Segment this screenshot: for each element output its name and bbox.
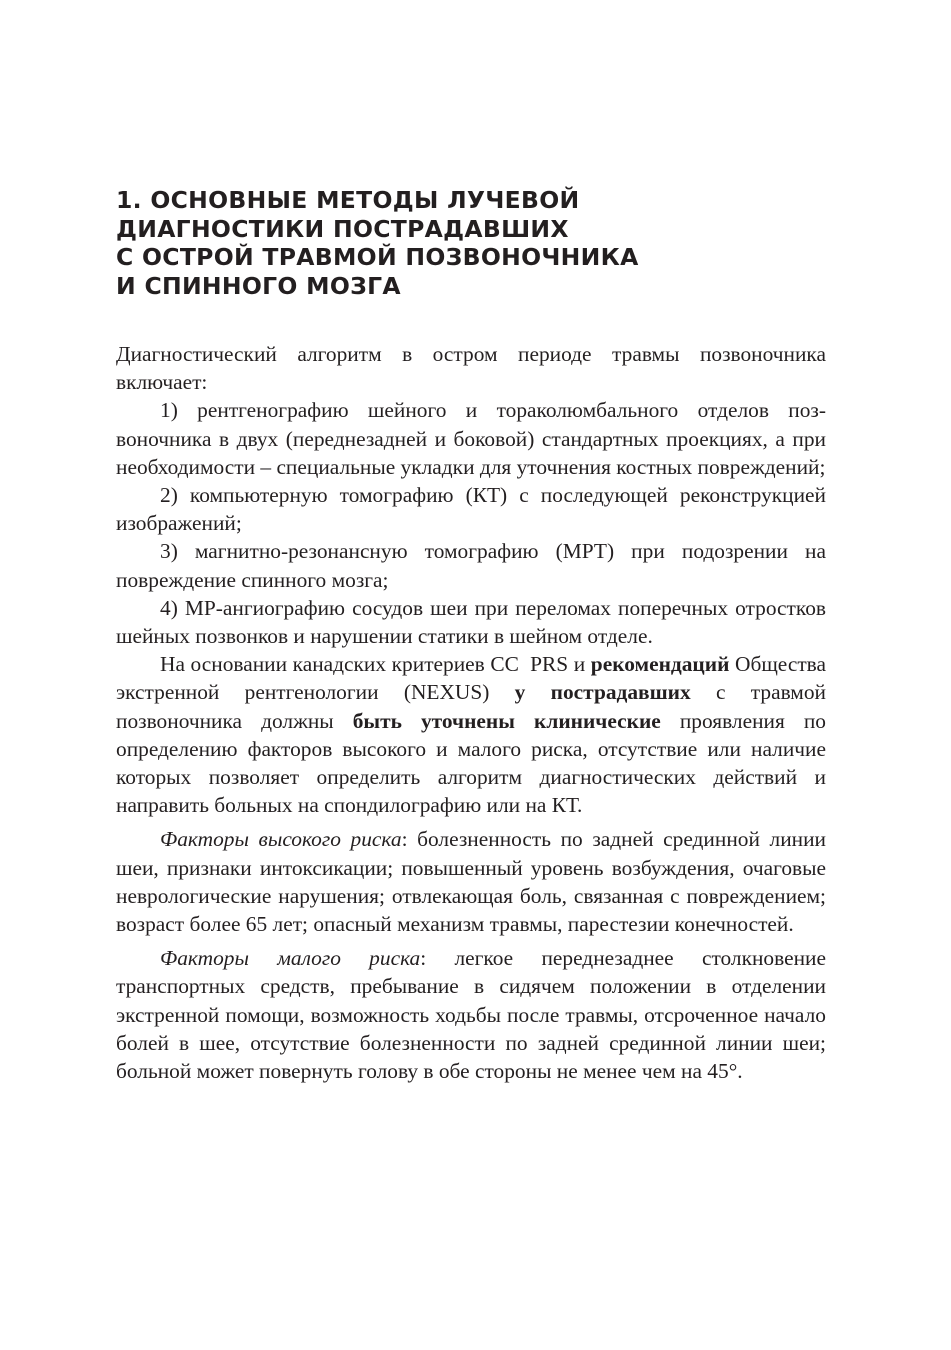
high-risk-paragraph <box>116 825 826 938</box>
criteria-text-3: с травмой позвоночника должны <box>116 680 826 733</box>
criteria-paragraph <box>116 650 826 819</box>
high-risk-text: : болезненность по задней срединной линии шеи, признаки интоксикации; повышенный уровень возбуждения, очаговые неврологические нарушения; отвлекающая боль, связанная с повреждением; возраст более 65 лет; опасный механизм травмы, парестезии конечностей. <box>116 827 826 937</box>
chapter-title-line-1: 1. ОСНОВНЫЕ МЕТОДЫ ЛУЧЕВОЙ <box>116 186 580 214</box>
low-risk-label: Факторы малого риска <box>160 946 421 971</box>
criteria-text-4: проявления по определению факторов высокого и малого риска, отсутствие или наличие которых позволяет определить алгоритм диагностических действий и направить больных на спондилографию или на КТ. <box>116 708 826 818</box>
document-page <box>116 186 826 1085</box>
chapter-title-line-2: ДИАГНОСТИКИ ПОСТРАДАВШИХ <box>116 214 569 243</box>
chapter-title-line-4: И СПИННОГО МОЗГА <box>116 271 401 300</box>
list-item-4: 4) МР-ангиографию сосудов шеи при переломах поперечных отростков шейных позвонков и нарушении статики в шейном отделе. <box>116 595 826 649</box>
high-risk-label: Факторы высокого риска <box>160 827 402 852</box>
criteria-bold-1: рекомендаций <box>590 652 730 677</box>
intro-paragraph: Диагностический алгоритм в остром периоде травмы позвоночника включает: <box>116 342 826 395</box>
list-item-1: 1) рентгенографию шейного и тораколюмбального отделов позвоночника в двух (переднезадней и боковой) стандартных проекциях, а при необходимости – специальные укладки для уточнения костных повреждений; <box>116 398 826 479</box>
low-risk-paragraph <box>116 944 826 1085</box>
criteria-bold-3: быть уточнены клинические <box>352 708 661 733</box>
criteria-bold-2: у пострадавших <box>514 680 691 705</box>
list-item-2: 2) компьютерную томографию (КТ) с последующей реконструкцией изображений; <box>116 483 826 536</box>
list-item-3: 3) магнитно-резонансную томографию (МРТ) при подозрении на повреждение спинного мозга; <box>116 539 826 592</box>
chapter-title <box>116 186 826 300</box>
low-risk-text: : легкое переднезаднее столкновение транспортных средств, пребывание в сидячем положении в отделении экстренной помощи, возможность ходьбы после травмы, отсроченное начало болей в шее, отсутствие болезненности по задней срединной линии шеи; больной может повернуть голову в обе стороны не менее чем на 45°. <box>116 946 826 1084</box>
criteria-text-1: На основании канадских критериев CC PRS и <box>160 652 591 677</box>
body-text <box>116 340 826 1085</box>
criteria-text-2: Общества экстренной рентгенологии (NEXUS) <box>116 652 826 705</box>
chapter-title-line-3: С ОСТРОЙ ТРАВМОЙ ПОЗВОНОЧНИКА <box>116 243 639 271</box>
